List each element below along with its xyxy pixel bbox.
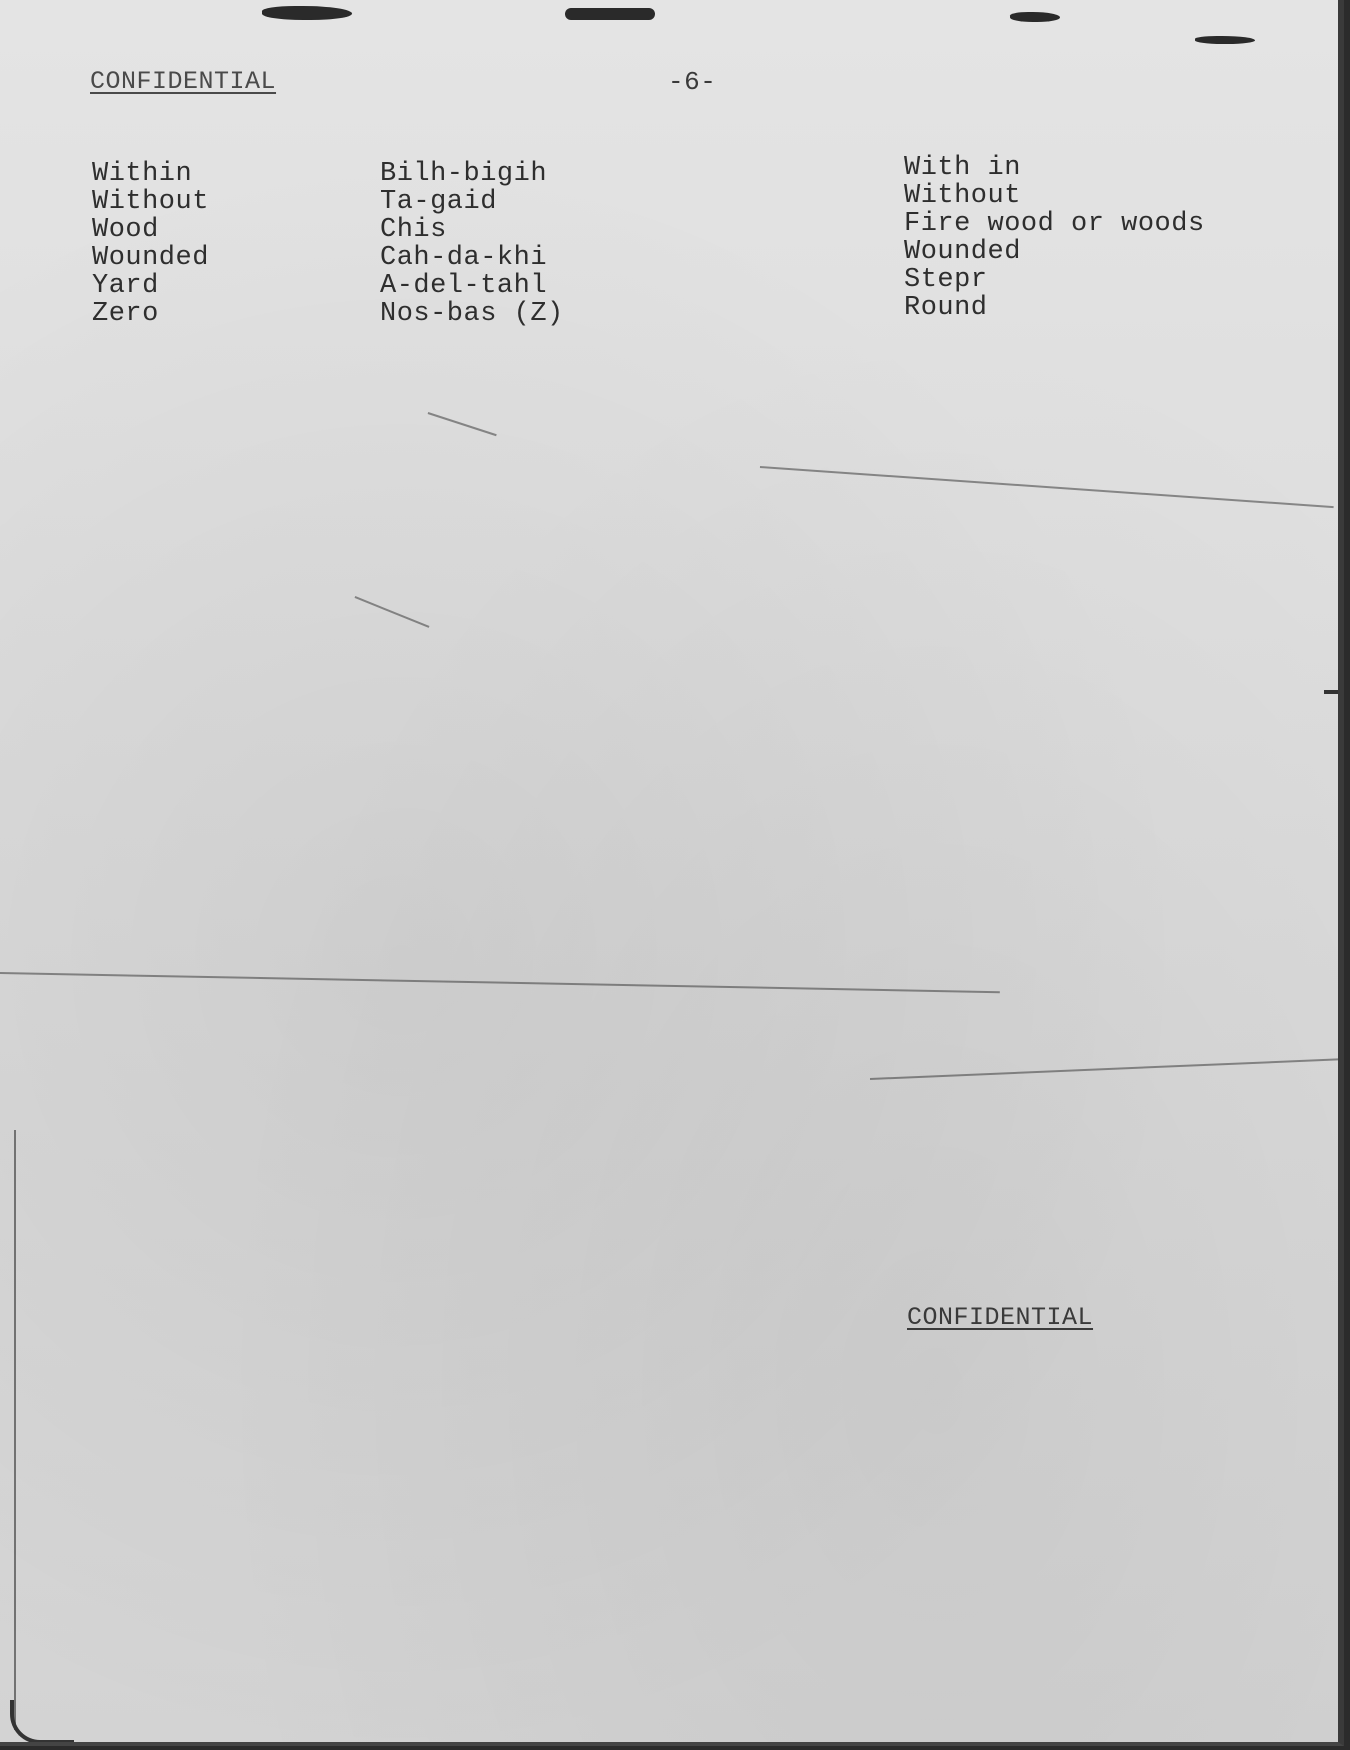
page-corner-curl <box>10 1700 74 1744</box>
literal-translation: Stepr <box>904 265 988 295</box>
ink-blot <box>262 6 352 20</box>
navajo-term: Chis <box>380 215 447 245</box>
crease-line <box>0 972 1000 993</box>
navajo-term: A-del-tahl <box>380 271 548 301</box>
page-edge-shadow <box>14 1130 16 1730</box>
english-terms-column <box>92 160 209 328</box>
literal-translation: Without <box>904 181 1021 211</box>
navajo-terms-column <box>380 160 564 328</box>
literal-translation: Wounded <box>904 237 1021 267</box>
navajo-term: Cah-da-khi <box>380 243 548 273</box>
literal-translation: With in <box>904 153 1021 183</box>
literal-translation: Round <box>904 293 988 323</box>
ink-blot <box>565 8 655 20</box>
header-classification: CONFIDENTIAL <box>90 67 277 96</box>
literal-translation: Fire wood or woods <box>904 209 1205 239</box>
ink-blot <box>1010 12 1060 22</box>
navajo-term: Bilh-bigih <box>380 159 548 189</box>
navajo-term: Ta-gaid <box>380 187 497 217</box>
english-term: Yard <box>92 271 159 301</box>
scratch-mark <box>355 596 430 627</box>
english-term: Wounded <box>92 243 209 273</box>
ink-blot <box>1195 36 1255 44</box>
navajo-term: Nos-bas (Z) <box>380 299 564 329</box>
literal-translations-column <box>904 154 1205 322</box>
binder-tab-mark <box>1324 690 1338 694</box>
scratch-mark <box>428 412 497 436</box>
english-term: Within <box>92 159 193 189</box>
page-number: -6- <box>668 67 717 97</box>
footer-classification: CONFIDENTIAL <box>907 1303 1094 1332</box>
english-term: Zero <box>92 299 159 329</box>
english-term: Wood <box>92 215 159 245</box>
crease-line <box>870 1058 1340 1079</box>
scratch-mark <box>760 466 1334 508</box>
english-term: Without <box>92 187 209 217</box>
